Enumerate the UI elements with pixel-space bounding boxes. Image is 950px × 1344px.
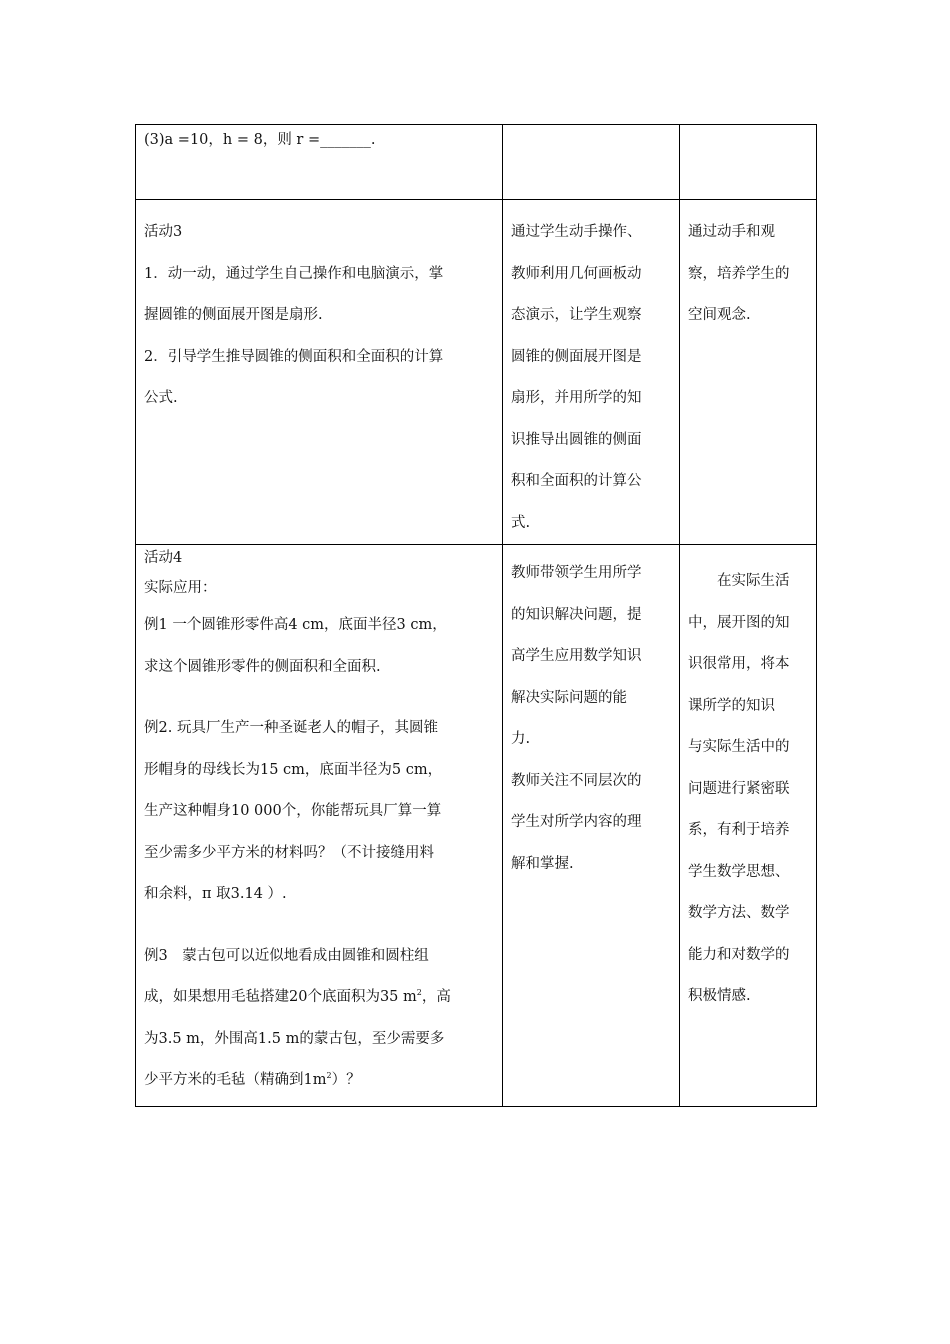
teacher-line: 通过学生动手操作、 [511,224,642,240]
intent-line: 识很常用，将本 [688,656,790,672]
teacher-line: 积和全面积的计算公 [511,473,642,489]
example-line [144,977,494,1019]
activity-cell [136,200,503,545]
teacher-line: 力. [511,731,531,747]
intent-line: 空间观念. [688,307,751,323]
intent-line: 积极情感. [688,988,751,1004]
table-row [136,125,817,200]
teacher-line: 高学生应用数学知识 [511,648,642,664]
example-line: 生产这种帽身10 000个，你能帮玩具厂算一算 [144,803,442,819]
teacher-line: 教师关注不同层次的 [511,772,642,789]
teacher-line: 教师利用几何画板动 [511,265,642,282]
intent-cell [680,200,817,545]
teacher-line: 圆锥的侧面展开图是 [511,348,642,365]
intent-cell [680,545,817,1107]
example-line [144,1060,494,1102]
teacher-line: 解和掌握. [511,855,574,872]
activity-title: 活动4 [144,550,183,566]
example-line: 为3.5 m，外围高1.5 m的蒙古包，至少需要多 [144,1030,445,1047]
example-line: 例2. 玩具厂生产一种圣诞老人的帽子，其圆锥 [144,720,438,736]
activity-cell [136,545,503,1107]
teacher-cell [503,125,680,200]
intent-line: 察，培养学生的 [688,265,790,282]
intent-line: 数学方法、数学 [688,905,790,921]
spacer [144,916,494,936]
teacher-line: 识推导出圆锥的侧面 [511,431,642,448]
intent-line: 学生数学思想、 [688,863,790,880]
superscript: 2 [416,988,422,998]
example-line: 求这个圆锥形零件的侧面积和全面积. [144,658,381,675]
teacher-line: 式. [511,514,531,531]
example-line: 例3 蒙古包可以近似地看成由圆锥和圆柱组 [144,947,429,964]
activity-line: 公式. [144,390,178,406]
teacher-line: 学生对所学内容的理 [511,814,642,830]
spacer [144,688,494,708]
intent-line: 课所学的知识 [688,697,775,714]
intent-line: 与实际生活中的 [688,739,790,755]
teacher-line: 扇形，并用所学的知 [511,390,642,406]
example-text: 成，如果想用毛毡搭建20个底面积为35 m [144,989,417,1005]
activity-subtitle: 实际应用： [144,580,217,596]
example-line: 例1 一个圆锥形零件高4 cm，底面半径3 cm， [144,617,447,633]
teacher-line: 的知识解决问题，提 [511,606,642,623]
superscript: 2 [326,1071,332,1081]
intent-line: 中，展开图的知 [688,614,790,631]
example-text: ）？ [331,1072,361,1088]
teacher-cell [503,200,680,545]
intent-line: 能力和对数学的 [688,946,790,963]
activity-line: 1．动一动，通过学生自己操作和电脑演示，掌 [144,265,444,282]
activity-line: 握圆锥的侧面展开图是扇形. [144,307,323,323]
activity-cell [136,125,503,200]
table-row [136,200,817,545]
example-line: 形帽身的母线长为15 cm，底面半径为5 cm， [144,761,443,778]
example-line: 和余料，π 取3.14 ）. [144,886,287,902]
teacher-line: 教师带领学生用所学 [511,565,642,581]
intent-cell [680,125,817,200]
intent-line: 通过动手和观 [688,224,775,240]
exercise-line: (3)a =10，h = 8，则 r =_______. [144,132,376,148]
example-line: 至少需多少平方米的材料吗？（不计接缝用料 [144,844,434,861]
example-text: 少平方米的毛毡（精确到1m [144,1072,327,1088]
teacher-line: 解决实际问题的能 [511,689,627,706]
lesson-plan-table [135,124,817,1107]
intent-line: 问题进行紧密联 [688,780,790,797]
teacher-line: 态演示，让学生观察 [511,307,642,323]
table-row [136,545,817,1107]
intent-line: 系，有利于培养 [688,822,790,838]
activity-line: 2．引导学生推导圆锥的侧面积和全面积的计算 [144,348,444,365]
teacher-cell [503,545,680,1107]
activity-title: 活动3 [144,224,183,240]
example-text: ，高 [421,989,451,1005]
intent-line: 在实际生活 [717,573,790,589]
